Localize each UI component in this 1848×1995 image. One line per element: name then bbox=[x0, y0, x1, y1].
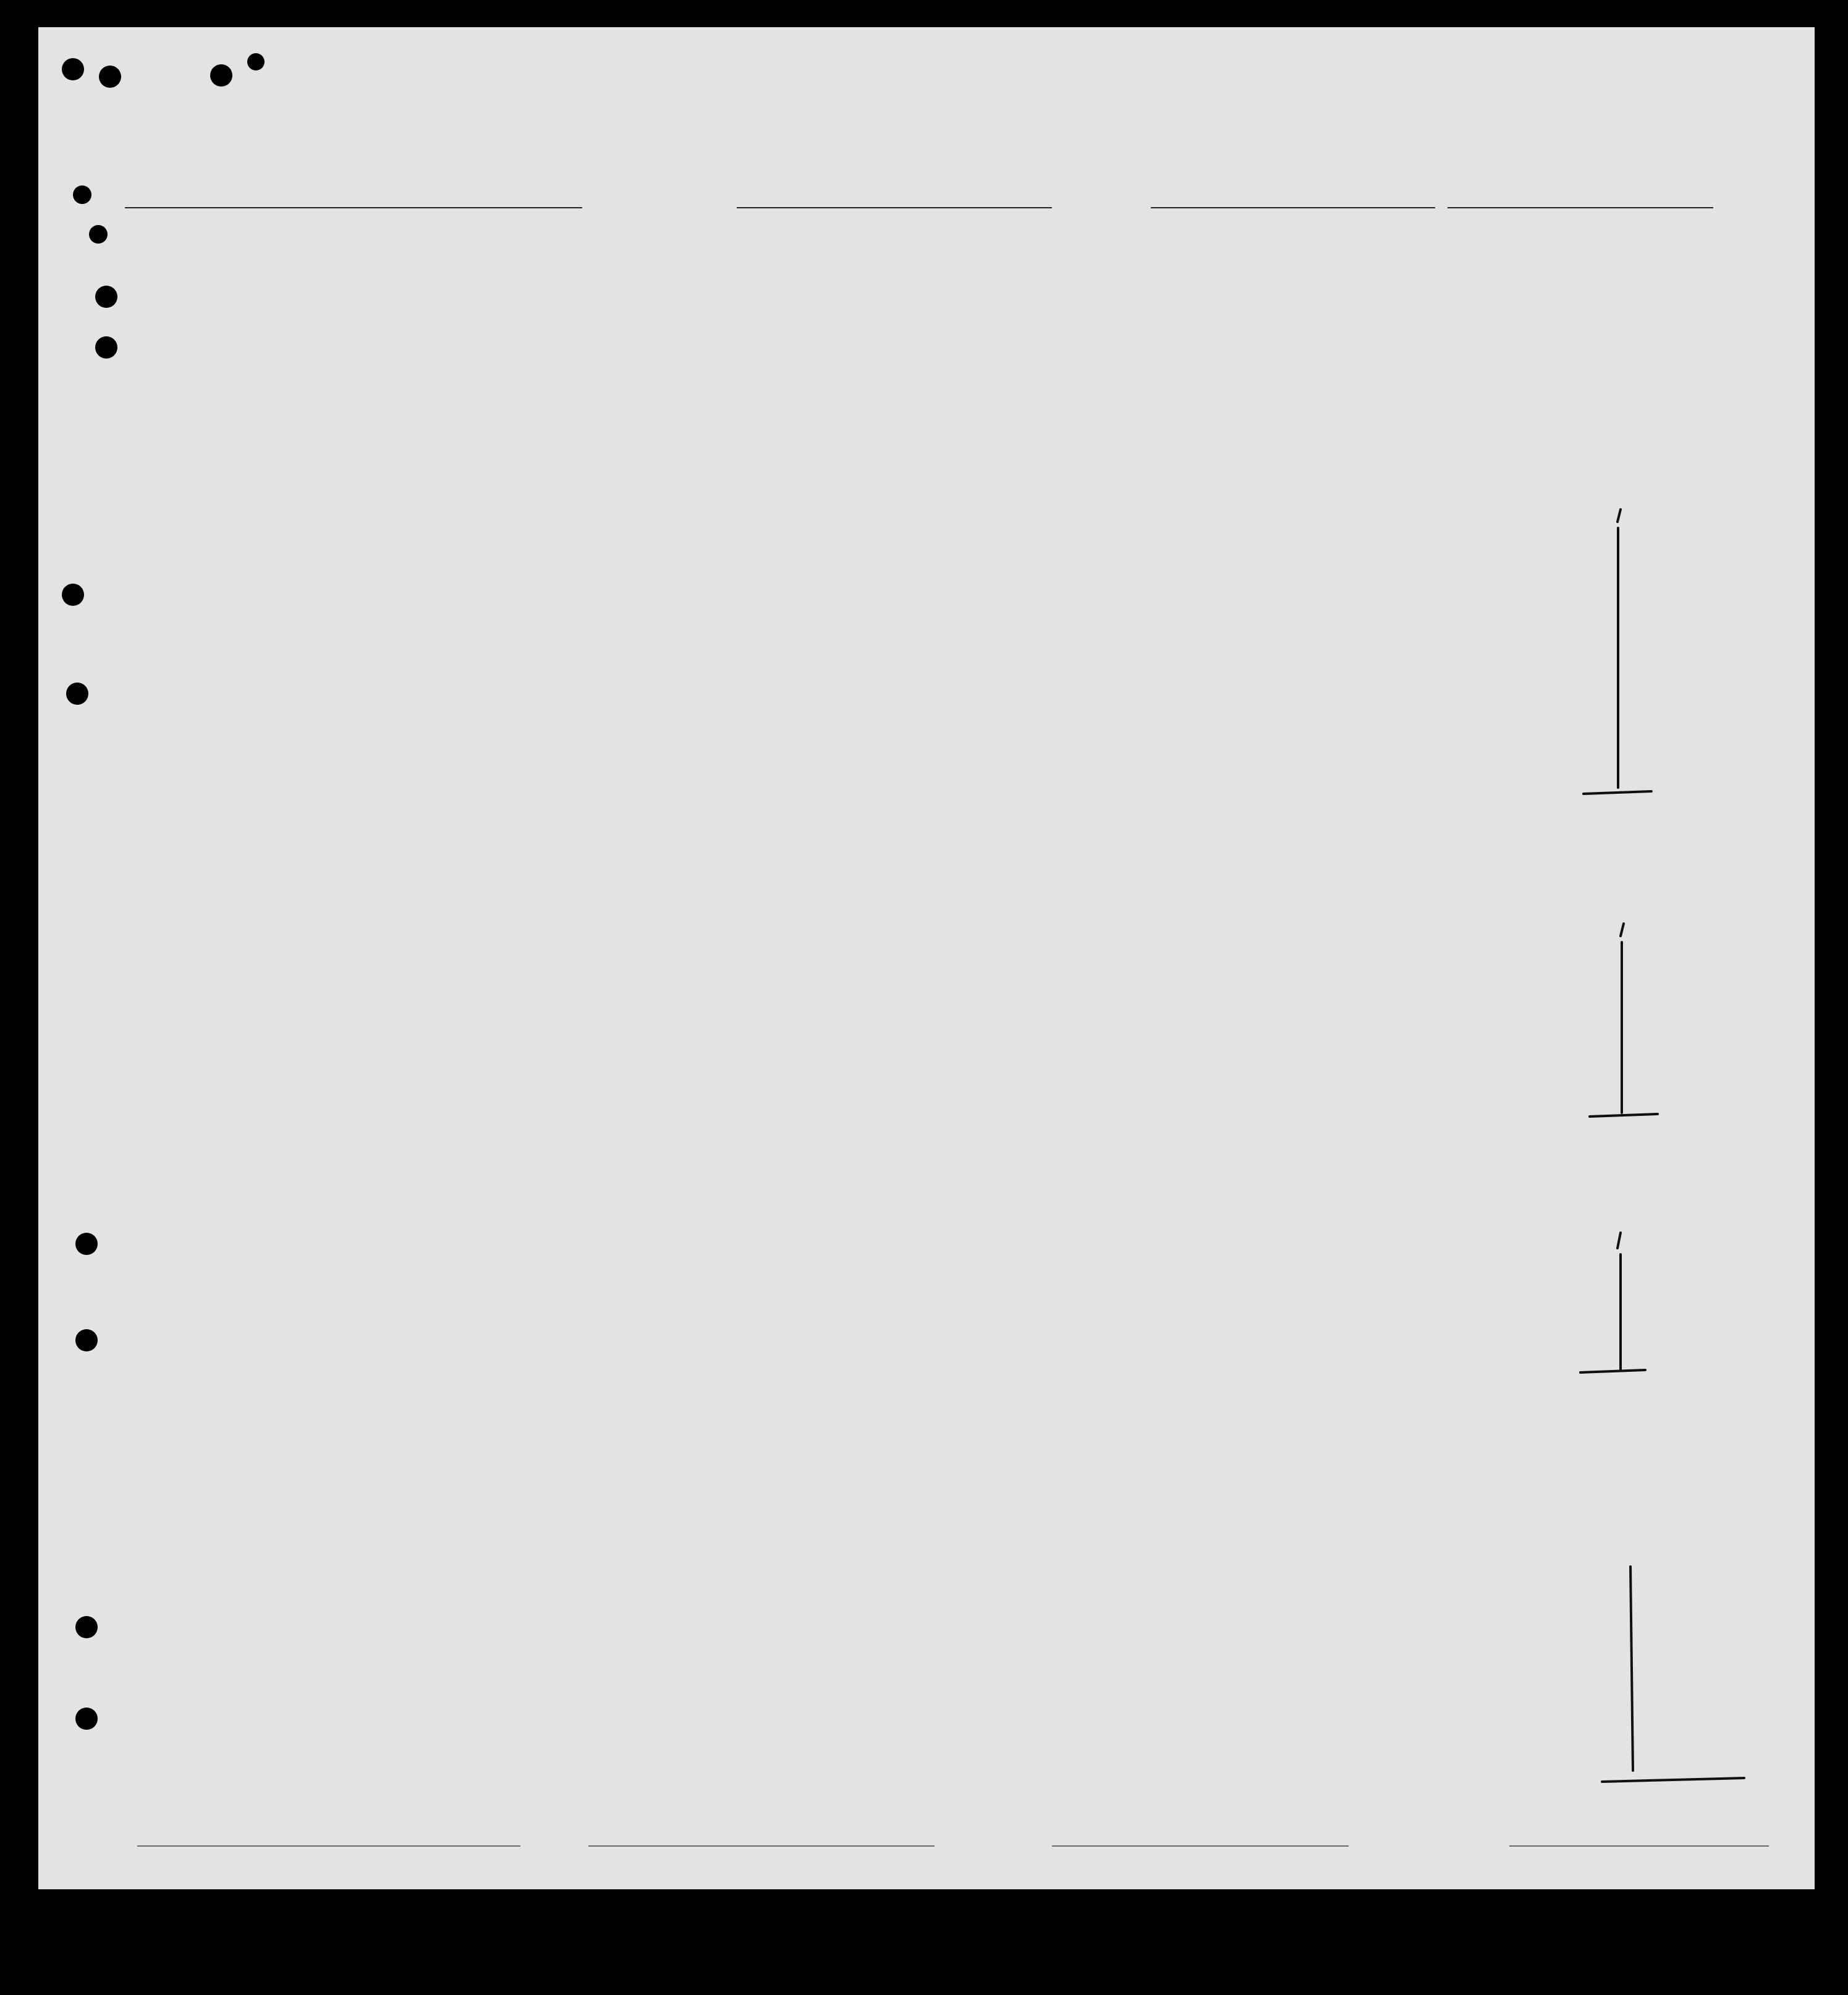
footer-underlines bbox=[38, 27, 1815, 1889]
manifest-sheet bbox=[38, 27, 1815, 1889]
